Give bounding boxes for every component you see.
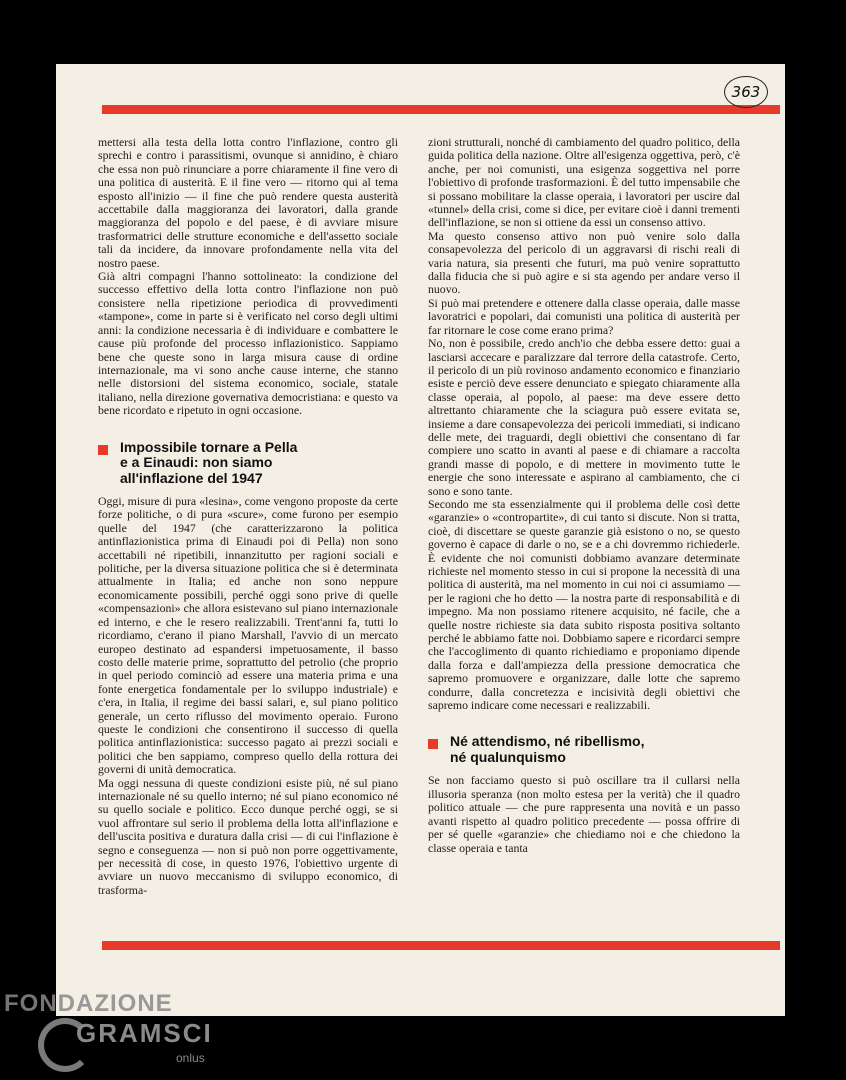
paragraph: Già altri compagni l'hanno sottolineato: la condizione del successo effettivo della lotta contro l'inflazione non può consistere nella ripetizione periodica di provvedimenti «tampone», come in parte si è verificato nel corso degli ultimi anni: la condizione necessaria è di individuare e combattere le cause più profonde del processo inflazionistico. Sappiamo bene che queste sono in larga misura cause di ordine internazionale, ma vi sono anche cause interne, che stanno nelle distorsioni del sistema economico, sociale, statale italiano, nella direzione governativa democristiana: e questo va bene ricordato e ripetuto in ogni occasione. xyxy=(98,269,398,418)
bottom-red-rule xyxy=(102,941,780,950)
watermark-top-text: FONDAZIONE xyxy=(4,990,173,1017)
page-number: 363 xyxy=(724,76,768,108)
red-square-bullet-icon xyxy=(98,445,108,455)
paragraph: Se non facciamo questo si può oscillare tra il cullarsi nella illusoria speranza (non molto estesa per la verità) che il quadro politico attuale — che pure rappresenta una novità e un passo avanti rispetto al quadro politico precedente — possa offrire di per sé quelle «garanzie» che chiediamo noi e che chiedono la classe operaia e tanta xyxy=(428,773,740,855)
right-column xyxy=(428,136,740,855)
paragraph: Oggi, misure di pura «lesina», come vengono proposte da certe forze politiche, o di pura «scure», come furono per esempio quelle del 1947 (che caratterizzarono la politica antinflazionistica prima di Einaudi poi di Pella) non sono accettabili né ripetibili, innanzitutto per ragioni sociali e politiche, per la diversa situazione politica che si è determinata attualmente in Italia; ed anche non sono neppure economicamente possibili, perché oggi sono prive di quelle «compensazioni» che allora esistevano sul piano internazionale ed interno, e che le resero realizzabili. Trent'anni fa, tutti lo ricordiamo, c'erano il piano Marshall, l'avvio di un mercato europeo destinato ad espandersi impetuosamente, il basso costo delle materie prime, soprattutto del petrolio (che proprio in quel periodo cominciò ad essere una materia prima e una fonte energetica fondamentale per lo sviluppo industriale) e c'era, in Italia, il regime dei bassi salari, e, sul piano politico generale, un certo riflusso del movimento operaio. Furono queste le condizioni che consentirono il successo di quella politica antinflazionistica: successo pagato ai prezzi sociali e politici che ben sappiamo, compreso quello della rottura dei governi di unità democratica. xyxy=(98,494,398,777)
paragraph: zioni strutturali, nonché di cambiamento del quadro politico, della guida politica della nazione. Oltre all'esigenza oggettiva, però, c'è anche, per noi comunisti, una esigenza soggettiva nel porre l'obiettivo di profonde trasformazioni. È del tutto impensabile che si possano mobilitare la classe operaia, i lavoratori per uscire dal «tunnel» della crisi, come si dice, per evitare cioè i danni trementi dell'inflazione, se non si ottiene da essi un consenso attivo. xyxy=(428,135,740,230)
left-column xyxy=(98,136,398,897)
section-heading-text: Né attendismo, né ribellismo, né qualunquismo xyxy=(450,733,645,765)
foundation-watermark-logo xyxy=(2,988,212,1078)
red-square-bullet-icon xyxy=(428,739,438,749)
watermark-main-text: GRAMSCI xyxy=(76,1018,213,1048)
section-heading xyxy=(428,734,740,765)
document-page xyxy=(56,64,785,1016)
paragraph: mettersi alla testa della lotta contro l'inflazione, contro gli sprechi e contro i parassitismi, ovunque si annidino, è chiaro che essa non può rinunciare a porre chiaramente il fine vero di una politica di austerità. E il fine vero — ritorno qui al tema esposto all'inizio — il fine che può rendere questa austerità accettabile dalla maggioranza dei lavoratori, dalla grande maggioranza del popolo e del paese, è di avviare misure trasformatrici delle strutture economiche e dell'assetto sociale tali da incidere, da innovare profondamente nella vita del nostro paese. xyxy=(98,135,398,270)
paragraph: Ma oggi nessuna di queste condizioni esiste più, né sul piano internazionale né su quello interno; né sul piano economico né su quello sociale e politico. Ecco dunque perché oggi, se si vuol affrontare sul serio il problema della lotta all'inflazione e dell'uscita positiva e duratura dalla crisi — di cui l'inflazione è segno e conseguenza — non si può non porre oggettivamente, per necessità di cose, in questo 1976, l'obiettivo urgente di avviare un nuovo meccanismo di sviluppo economico, di trasforma- xyxy=(98,775,398,897)
section-heading-text: Impossibile tornare a Pella e a Einaudi: non siamo all'inflazione del 1947 xyxy=(120,438,298,486)
paragraph: Ma questo consenso attivo non può venire solo dalla consapevolezza del pericolo di un aggravarsi di rischi reali di varia natura, sia presenti che futuri, ma può venire soprattutto dalla fiducia che si può agire e si sta agendo per andare verso il nuovo. xyxy=(428,228,740,297)
paragraph: No, non è possibile, credo anch'io che debba essere detto: guai a lasciarsi accecare e paralizzare dal terrore della catastrofe. Certo, il pericolo di un più rovinoso andamento economico e finanziario esiste e perciò deve essere denunciato e spiegato chiaramente alla classe operaia, al popolo, al paese: ma deve essere detto altrettanto chiaramente che la sciagura può essere evitata se, insieme a dare consapevolezza dei pericoli immediati, si indicano delle mete, dei traguardi, degli obiettivi che consentano di far compiere uno scatto in avanti al paese e di chiamare a raccolta grandi masse di popolo, e di mettere in movimento tutte le energie che sono interessate e aspirano al cambiamento, che ci sono e sono tante. xyxy=(428,336,740,498)
section-heading xyxy=(98,440,398,487)
paragraph: Si può mai pretendere e ottenere dalla classe operaia, dalle masse lavoratrici e popolari, dai comunisti una politica di austerità per far ritornare le cose come erano prima? xyxy=(428,295,740,337)
watermark-sub-text: onlus xyxy=(176,1051,205,1065)
paragraph: Secondo me sta essenzialmente qui il problema delle così dette «garanzie» o «contropartite», di cui tanto si discute. Non si tratta, cioè, di discettare se queste garanzie già esistono o no, se questo governo è capace di darle o no, se e a chi dovremmo richiederle. È evidente che noi comunisti dobbiamo avanzare determinate richieste nel momento stesso in cui si propone la necessità di una politica di austerità, ma nel momento in cui noi ci assumiamo — per le ragioni che ho detto — la nostra parte di responsabilità e di impegno. Ma non possiamo ritenere acquisito, né facile, che a quelle nostre richieste sia data subito risposta positiva soltanto perché le abbiamo fatte noi. Dobbiamo sapere e ricordarci sempre che l'accoglimento di quanto richiediamo e proponiamo dipende dalla forza e dall'ampiezza della pressione democratica che sapremo promuovere e organizzare, dalle lotte che sapremo condurre, dalla concretezza e incisività degli obiettivi che sapremo indicare come necessari e realizzabili. xyxy=(428,496,740,713)
top-red-rule xyxy=(102,105,780,114)
